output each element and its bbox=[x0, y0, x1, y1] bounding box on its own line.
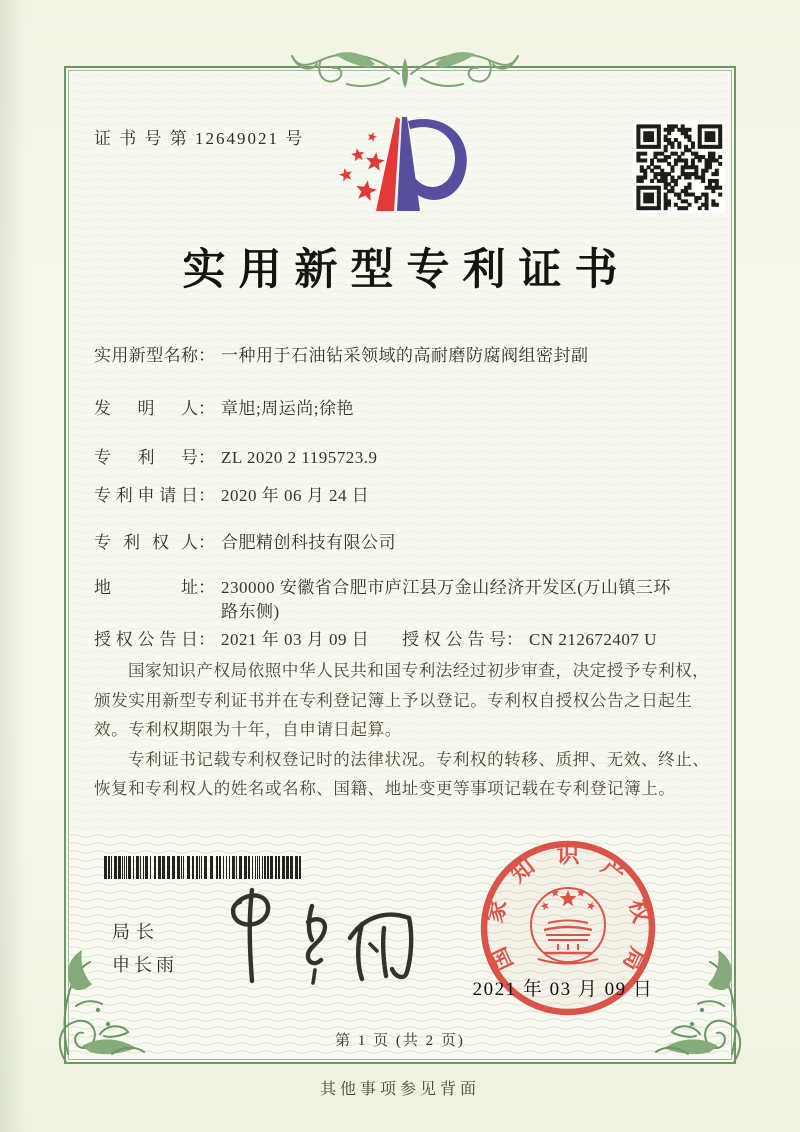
field-value-inventors: 章旭;周运尚;徐艳 bbox=[221, 399, 354, 418]
signature-script bbox=[212, 876, 432, 994]
svg-text:知: 知 bbox=[505, 853, 540, 888]
field-row-patent-number: 专利号 ： ZL 2020 2 1195723.9 bbox=[94, 446, 710, 470]
field-value-grant-number: CN 212672407 U bbox=[529, 630, 657, 649]
field-row-address: 地址 ： 230000 安徽省合肥市庐江县万金山经济开发区(万山镇三环路东侧) bbox=[94, 576, 710, 624]
field-label: 专利权人 bbox=[94, 533, 198, 552]
cnipa-logo bbox=[320, 103, 490, 239]
top-flourish-ornament bbox=[290, 44, 520, 96]
field-value-grant-date: 2021 年 03 月 09 日 bbox=[221, 630, 370, 649]
field-label: 地址 bbox=[94, 578, 198, 597]
field-value-patentee: 合肥精创科技有限公司 bbox=[221, 533, 396, 552]
svg-text:权: 权 bbox=[624, 897, 655, 926]
svg-text:识: 识 bbox=[556, 842, 580, 867]
field-value-patent-number: ZL 2020 2 1195723.9 bbox=[221, 448, 378, 467]
seal-date: 2021 年 03 月 09 日 bbox=[472, 979, 654, 1000]
certificate-title: 实用新型专利证书 bbox=[182, 247, 631, 294]
qr-code bbox=[633, 121, 725, 213]
field-label: 发明人 bbox=[94, 399, 198, 418]
field-value-filing-date: 2020 年 06 月 24 日 bbox=[221, 486, 370, 505]
commissioner-role: 局长 bbox=[112, 922, 160, 942]
svg-text:局: 局 bbox=[618, 943, 651, 975]
legal-paragraph-1: 国家知识产权局依照中华人民共和国专利法经过初步审查，决定授予专利权，颁发实用新型专利证书并在专利登记簿上予以登记。专利权自授权公告之日起生效。专利权期限为十年，自申请日起算。 bbox=[94, 661, 710, 739]
page-indicator: 第 1 页 (共 2 页) bbox=[335, 1033, 465, 1049]
logo-p-bowl bbox=[408, 119, 467, 200]
field-row-patentee: 专利权人 ： 合肥精创科技有限公司 bbox=[94, 531, 710, 555]
field-row-filing-date: 专利申请日 ： 2020 年 06 月 24 日 bbox=[94, 484, 710, 508]
legal-text-block bbox=[94, 656, 710, 804]
field-value-address: 230000 安徽省合肥市庐江县万金山经济开发区(万山镇三环路东侧) bbox=[221, 578, 671, 621]
field-label: 授权公告日 bbox=[94, 630, 198, 649]
svg-text:国: 国 bbox=[485, 943, 518, 975]
field-label: 专利申请日 bbox=[94, 486, 198, 505]
field-label: 授权公告号 bbox=[402, 630, 506, 649]
field-grant-number-pair: 授权公告号 ： CN 212672407 U bbox=[402, 628, 657, 652]
field-row-inventors: 发明人 ： 章旭;周运尚;徐艳 bbox=[94, 397, 710, 421]
legal-paragraph-2: 专利证书记载专利权登记时的法律状况。专利权的转移、质押、无效、终止、恢复和专利权人的姓名或名称、国籍、地址变更等事项记载在专利登记簿上。 bbox=[94, 749, 710, 798]
field-label: 实用新型名称 bbox=[94, 346, 198, 365]
certificate-number: 证 书 号 第 12649021 号 bbox=[94, 129, 305, 148]
back-side-note: 其他事项参见背面 bbox=[319, 1081, 480, 1098]
field-row-name: 实用新型名称 ： 一种用于石油钻采领域的高耐磨防腐阀组密封副 bbox=[94, 344, 710, 368]
bottom-left-corner-ornament bbox=[52, 946, 152, 1064]
svg-text:家: 家 bbox=[481, 897, 512, 926]
commissioner-name: 申长雨 bbox=[112, 955, 178, 975]
field-row-grant: 授权公告日 ： 2021 年 03 月 09 日 授权公告号 ： CN 212672407 U bbox=[94, 628, 710, 652]
svg-text:产: 产 bbox=[596, 853, 631, 888]
field-label: 专利号 bbox=[94, 448, 198, 467]
field-value-name: 一种用于石油钻采领域的高耐磨防腐阀组密封副 bbox=[221, 346, 589, 365]
